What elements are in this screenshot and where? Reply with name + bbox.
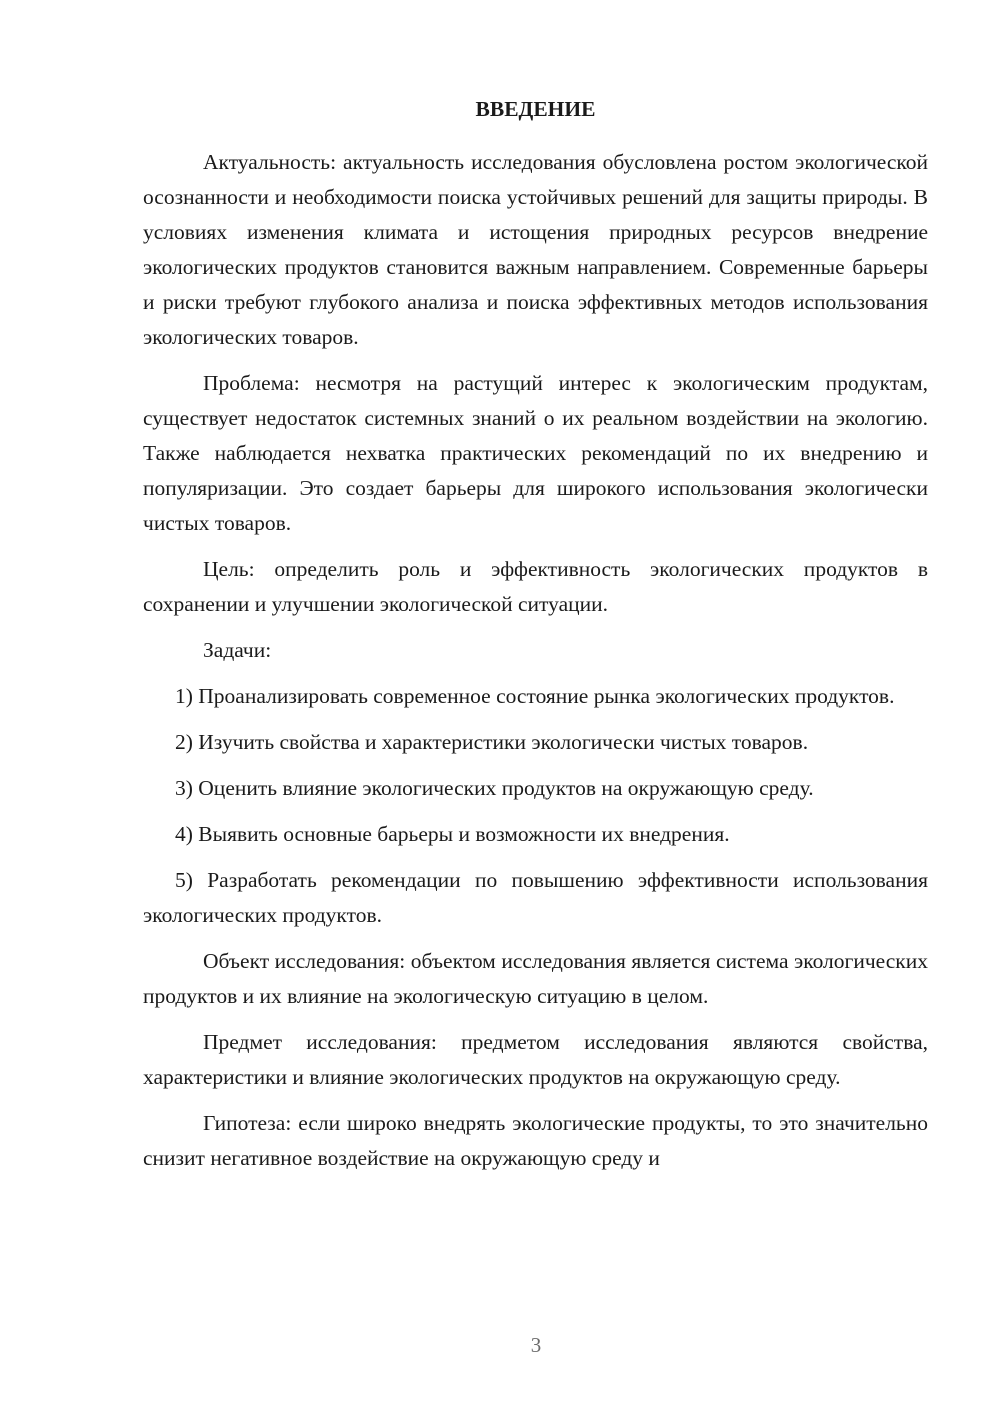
paragraph-hypothesis: Гипотеза: если широко внедрять экологические продукты, то это значительно снизит негативное воздействие на окружающую среду и [143,1111,928,1170]
paragraph-subject: Предмет исследования: предметом исследования являются свойства, характеристики и влияние экологических продуктов на окружающую среду. [143,1030,928,1089]
paragraph-problem: Проблема: несмотря на растущий интерес к экологическим продуктам, существует недостаток системных знаний о их реальном воздействии на экологию. Также наблюдается нехватка практических рекомендаций по их внедрению и популяризации. Это создает барьеры для широкого использования экологически чистых товаров. [143,371,928,535]
section-title: ВВЕДЕНИЕ [475,97,596,121]
task-item-4: 4) Выявить основные барьеры и возможности их внедрения. [175,822,730,846]
tasks-heading: Задачи: [203,638,272,662]
paragraph-goal: Цель: определить роль и эффективность экологических продуктов в сохранении и улучшении экологической ситуации. [143,557,928,616]
paragraph-object: Объект исследования: объектом исследования является система экологических продуктов и их влияние на экологическую ситуацию в целом. [143,949,928,1008]
task-item-2: 2) Изучить свойства и характеристики экологически чистых товаров. [175,730,809,754]
page-content [143,92,928,1187]
page-number: 3 [530,1333,542,1357]
task-item-3: 3) Оценить влияние экологических продуктов на окружающую среду. [175,776,814,800]
task-item-1: 1) Проанализировать современное состояние рынка экологических продуктов. [175,684,895,708]
paragraph-relevance: Актуальность: актуальность исследования обусловлена ростом экологической осознанности и необходимости поиска устойчивых решений для защиты природы. В условиях изменения климата и истощения природных ресурсов внедрение экологических продуктов становится важным направлением. Современные барьеры и риски требуют глубокого анализа и поиска эффективных методов использования экологических товаров. [143,150,928,349]
task-item-5: 5) Разработать рекомендации по повышению эффективности использования экологических продуктов. [143,868,928,927]
